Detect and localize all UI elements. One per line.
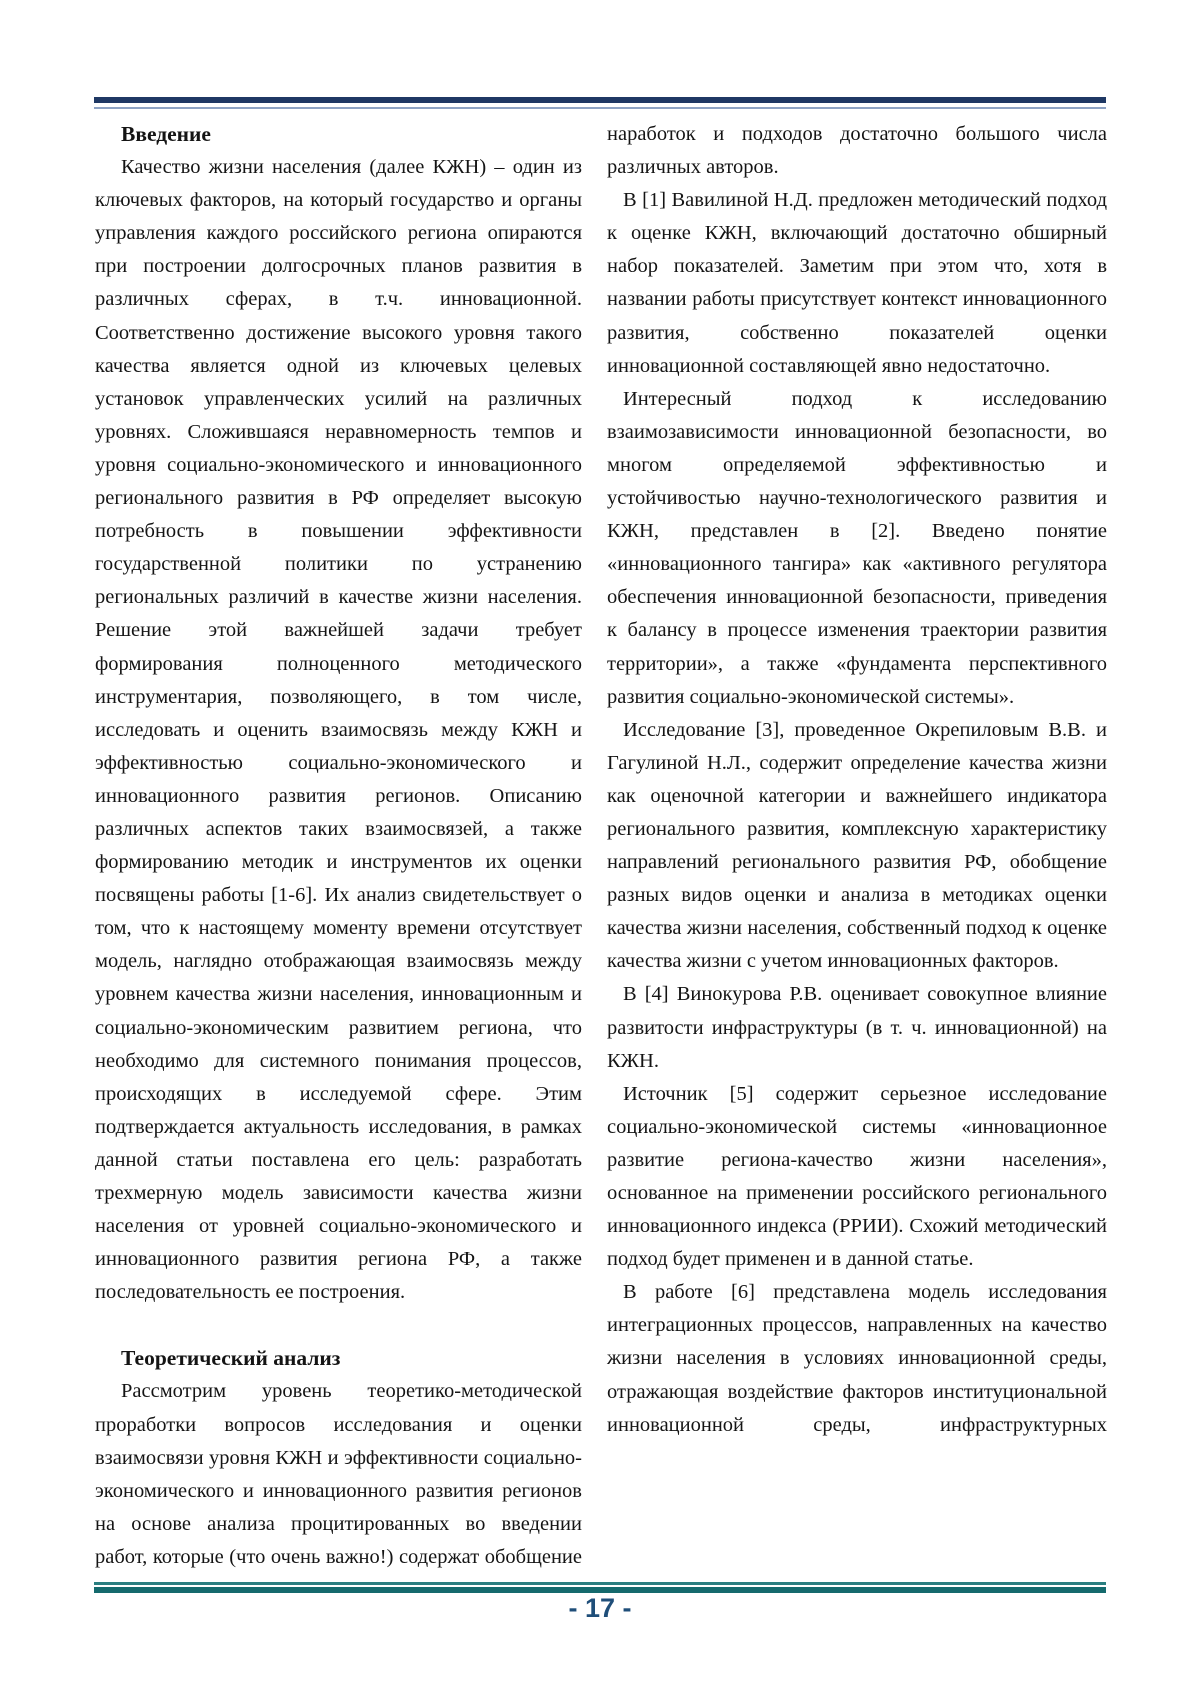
theory-paragraph: Рассмотрим уровень теоретико-методической проработки вопросов исследования и оценки взаимосвязи уровня КЖН и эффективности социально-экономического и инновационного развития регионов на основе анализа процитированных во введении работ, которые (что очень важно!) содержат обобщение xyxy=(95,1380,582,1568)
paragraph-continuation: наработок и подходов достаточно большого числа различных авторов. xyxy=(607,123,1107,179)
right-column xyxy=(607,118,1107,1573)
page-number: - 17 - xyxy=(568,1593,632,1623)
paragraph-ref-6: В работе [6] представлена модель исследования интеграционных процессов, направленных на качество жизни населения в условиях инновационной среды, отражающая воздействие факторов институциональной инновационной среды, инфраструктурных xyxy=(607,1281,1107,1436)
top-divider-thick-line xyxy=(94,97,1106,103)
paragraph-ref-2: Интересный подход к исследованию взаимозависимости инновационной безопасности, во многом определяемой эффективностью и устойчивостью научно-технологического развития и КЖН, представлен в [2]. Введено понятие «инновационного тангира» как «активного регулятора обеспечения инновационной безопасности, приведения к балансу в процессе изменения траектории развития территории», а также «фундамента перспективного развития социально-экономической системы». xyxy=(607,387,1107,708)
paragraph-ref-5: Источник [5] содержит серьезное исследование социально-экономической системы «инновационное развитие региона-качество жизни населения», основанное на применении российского регионального инновационного индекса (РРИИ). Схожий методический подход будет применен и в данной статье. xyxy=(607,1082,1107,1271)
paragraph-ref-4: В [4] Винокурова Р.В. оценивает совокупное влияние развитости инфраструктуры (в т. ч. инновационной) на КЖН. xyxy=(607,983,1107,1072)
paragraph-ref-1: В [1] Вавилиной Н.Д. предложен методический подход к оценке КЖН, включающий достаточно обширный набор показателей. Заметим при этом что, хотя в названии работы присутствует контекст инновационного развития, собственно показателей оценки инновационной составляющей явно недостаточно. xyxy=(607,189,1107,377)
left-column xyxy=(95,118,582,1573)
bottom-divider-thin-line xyxy=(94,1582,1106,1585)
intro-paragraph: Качество жизни населения (далее КЖН) – один из ключевых факторов, на который государство и органы управления каждого российского региона опираются при построении долгосрочных планов развития в различных сферах, в т.ч. инновационной. Соответственно достижение высокого уровня такого качества является одной из ключевых целевых установок управленческих усилий на различных уровнях. Сложившаяся неравномерность темпов и уровня социально-экономического и инновационного регионального развития в РФ определяет высокую потребность в повышении эффективности государственной политики по устранению региональных различий в качестве жизни населения. Решение этой важнейшей задачи требует формирования полноценного методического инструментария, позволяющего, в том числе, исследовать и оценить взаимосвязь между КЖН и эффективностью социально-экономического и инновационного развития регионов. Описанию различных аспектов таких взаимосвязей, а также формированию методик и инструментов их оценки посвящены работы [1-6]. Их анализ свидетельствует о том, что к настоящему моменту времени отсутствует модель, наглядно отображающая взаимосвязь между уровнем качества жизни населения, инновационным и социально-экономическим развитием региона, что необходимо для системного понимания процессов, происходящих в исследуемой сфере. Этим подтверждается актуальность исследования, в рамках данной статьи поставлена его цель: разработать трехмерную модель зависимости качества жизни населения от уровней социально-экономического и инновационного развития региона РФ, а также последовательность ее построения. xyxy=(95,156,582,1304)
section-heading-theoretical-analysis: Теоретический анализ xyxy=(121,1346,341,1371)
bottom-divider xyxy=(94,1582,1106,1593)
section-heading-introduction: Введение xyxy=(121,122,211,146)
article-body xyxy=(95,118,1107,1573)
top-divider-thin-line xyxy=(94,107,1106,109)
paragraph-ref-3: Исследование [3], проведенное Окрепиловым В.В. и Гагулиной Н.Л., содержит определение качества жизни как оценочной категории и важнейшего индикатора регионального развития, комплексную характеристику направлений регионального развития РФ, обобщение разных видов оценки и анализа в методиках оценки качества жизни населения, собственный подход к оценке качества жизни с учетом инновационных факторов. xyxy=(607,718,1107,973)
top-divider xyxy=(94,97,1106,109)
